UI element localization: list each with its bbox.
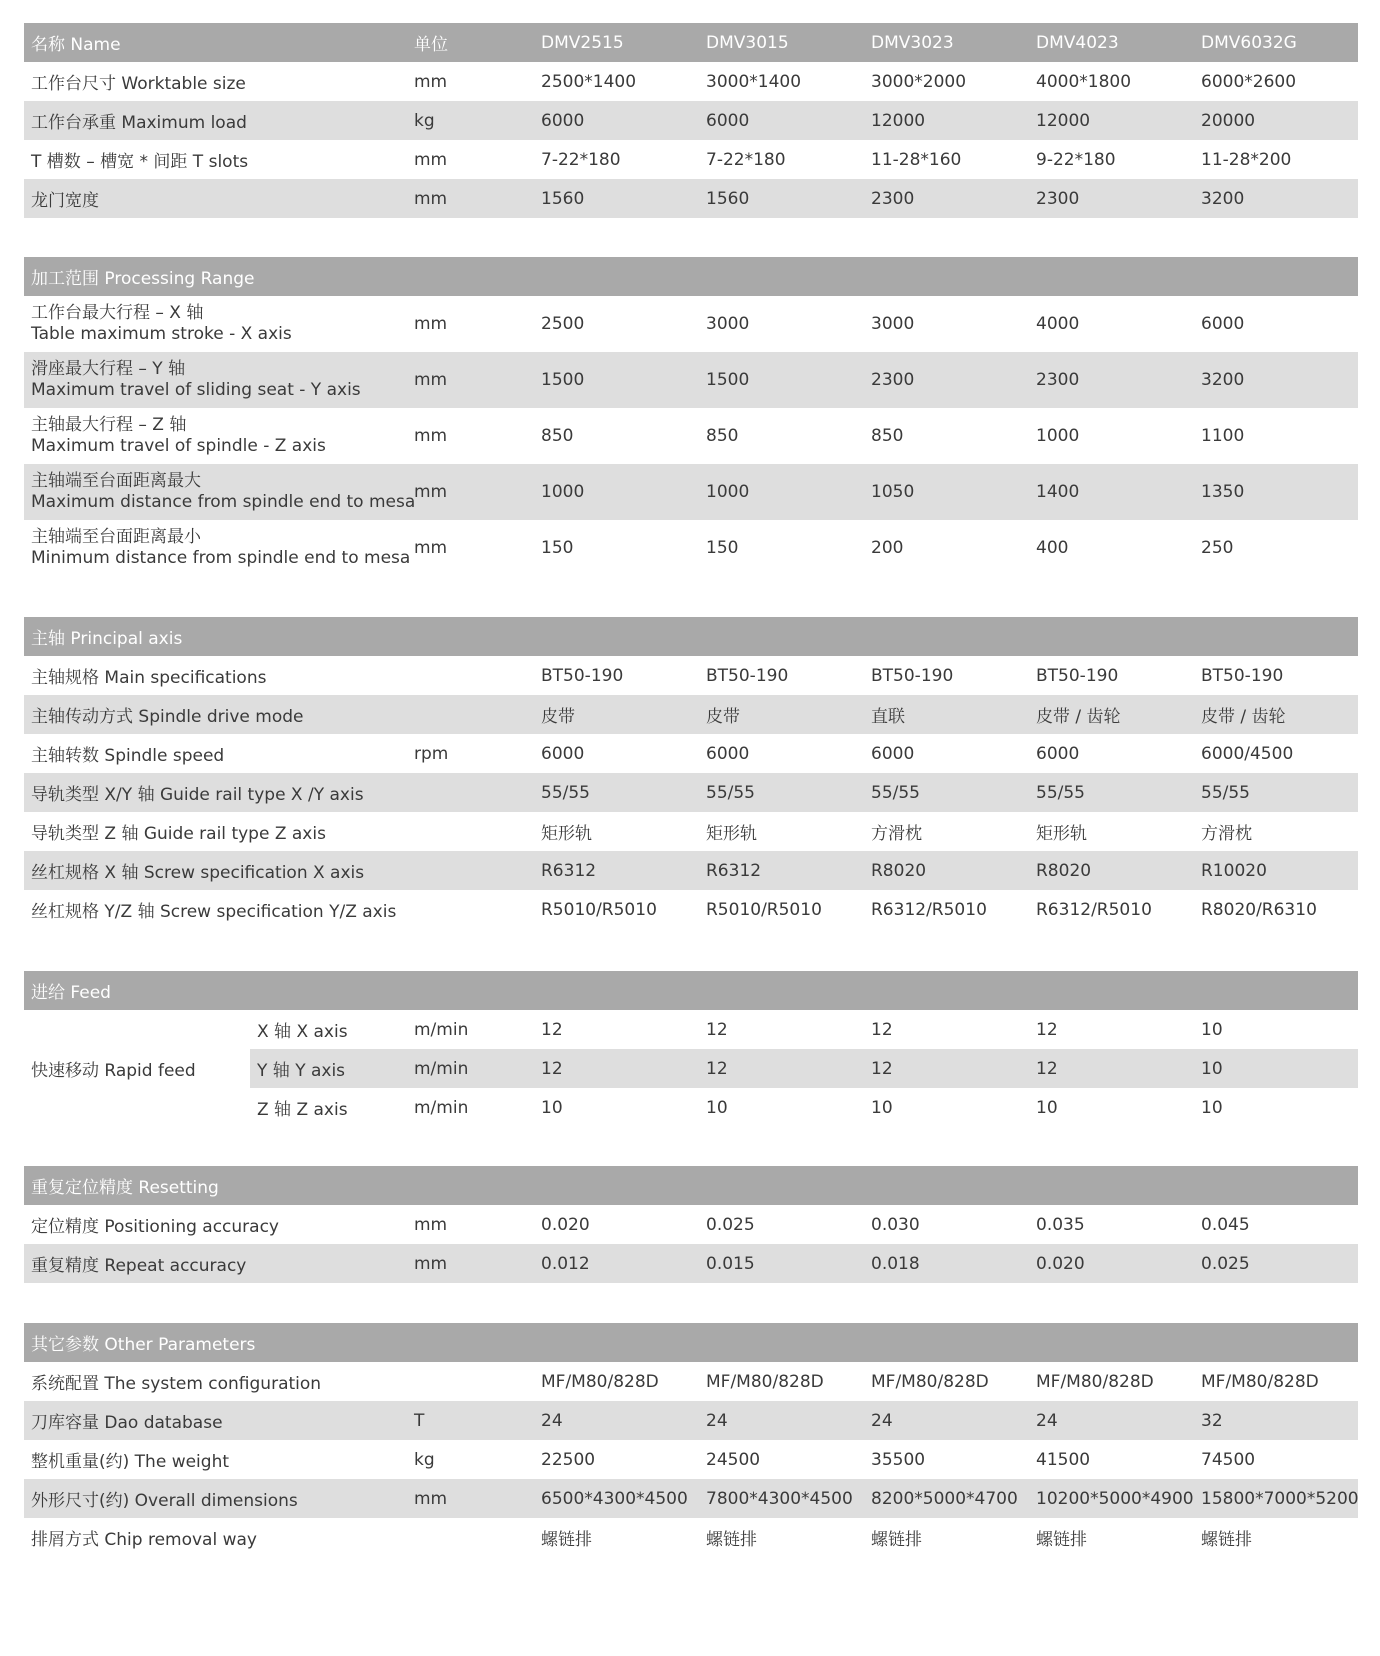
row-label: 工作台承重 Maximum load — [31, 113, 247, 133]
row-unit: mm — [414, 370, 448, 390]
row-label-en: Minimum distance from spindle end to mesa — [31, 548, 411, 568]
row-value: 矩形轨 — [706, 824, 757, 844]
row-value: 螺链排 — [1201, 1530, 1252, 1550]
table-row — [24, 695, 1358, 734]
row-value: 12 — [871, 1019, 893, 1040]
row-value: 4000*1800 — [1036, 71, 1132, 92]
row-value: 1000 — [706, 482, 750, 502]
row-value: 2300 — [1036, 188, 1080, 209]
row-unit: kg — [414, 1449, 435, 1470]
row-value: 150 — [706, 538, 739, 558]
row-label: 定位精度 Positioning accuracy — [31, 1217, 279, 1237]
table-row — [24, 851, 1358, 890]
row-value: 6000 — [706, 743, 750, 764]
row-value: 7-22*180 — [541, 149, 621, 170]
row-value: 皮带 / 齿轮 — [1036, 707, 1121, 727]
row-value: 0.045 — [1201, 1214, 1250, 1235]
row-value: 24 — [706, 1410, 728, 1431]
row-value: 24 — [541, 1410, 563, 1431]
row-label — [31, 352, 361, 408]
row-unit: mm — [414, 1214, 448, 1235]
row-value: MF/M80/828D — [871, 1371, 989, 1392]
header-name: 名称 Name — [31, 35, 121, 55]
row-unit: mm — [414, 188, 448, 209]
section-header-resetting — [24, 1166, 1358, 1205]
row-value: 9-22*180 — [1036, 149, 1116, 170]
row-value: 2500*1400 — [541, 71, 637, 92]
row-value: 12000 — [1036, 110, 1091, 131]
row-value: 6000 — [541, 110, 585, 131]
row-value: MF/M80/828D — [1201, 1371, 1319, 1392]
row-value: 150 — [541, 538, 574, 558]
row-value: 0.012 — [541, 1253, 590, 1274]
row-value: 32 — [1201, 1410, 1223, 1431]
header-model: DMV4023 — [1036, 32, 1119, 53]
row-label — [31, 520, 410, 576]
row-unit: T — [414, 1410, 425, 1431]
row-value: 1400 — [1036, 482, 1080, 502]
row-value: BT50-190 — [1201, 665, 1284, 686]
section-header-processing — [24, 257, 1358, 296]
table-row — [24, 1440, 1358, 1479]
row-label: 重复精度 Repeat accuracy — [31, 1256, 247, 1276]
row-value: R8020 — [1036, 860, 1092, 881]
row-value: 方滑枕 — [1201, 824, 1252, 844]
row-value: 12 — [871, 1058, 893, 1079]
header-model: DMV3023 — [871, 32, 954, 53]
row-value: BT50-190 — [871, 665, 954, 686]
row-label-cn: 主轴最大行程 – Z 轴 — [31, 415, 187, 435]
table-row — [24, 296, 1358, 352]
row-label-en: Maximum distance from spindle end to mesa — [31, 492, 416, 512]
row-value: 6000*2600 — [1201, 71, 1297, 92]
table-row — [24, 101, 1358, 140]
section-title: 其它参数 Other Parameters — [31, 1335, 256, 1355]
section-header-spindle — [24, 617, 1358, 656]
row-value: 1050 — [871, 482, 915, 502]
section-title: 进给 Feed — [31, 983, 111, 1003]
section-header-feed — [24, 971, 1358, 1010]
table-row — [24, 62, 1358, 101]
row-value: 0.025 — [1201, 1253, 1250, 1274]
row-value: 0.025 — [706, 1214, 755, 1235]
row-value: 2300 — [1036, 370, 1080, 390]
row-value: BT50-190 — [1036, 665, 1119, 686]
row-value: 7800*4300*4500 — [706, 1488, 853, 1509]
row-unit: mm — [414, 149, 448, 170]
row-value: 0.035 — [1036, 1214, 1085, 1235]
row-value: BT50-190 — [541, 665, 624, 686]
row-value: R6312 — [541, 860, 597, 881]
row-value: 皮带 — [541, 707, 575, 727]
row-value: 11-28*200 — [1201, 149, 1292, 170]
row-value: 850 — [871, 426, 904, 446]
row-value: 10 — [1201, 1097, 1223, 1118]
row-value: 15800*7000*5200 — [1201, 1488, 1359, 1509]
row-unit: m/min — [414, 1097, 469, 1118]
row-axis: X 轴 X axis — [257, 1022, 348, 1042]
table-row — [24, 656, 1358, 695]
table-row — [24, 1362, 1358, 1401]
row-label: 丝杠规格 X 轴 Screw specification X axis — [31, 863, 365, 883]
row-label: 主轴转数 Spindle speed — [31, 746, 225, 766]
row-unit: m/min — [414, 1019, 469, 1040]
row-value: 2300 — [871, 370, 915, 390]
row-value: 1500 — [541, 370, 585, 390]
row-label: T 槽数 – 槽宽 * 间距 T slots — [31, 152, 249, 172]
row-value: R6312/R5010 — [1036, 899, 1152, 920]
table-row — [24, 1244, 1358, 1283]
row-value: R5010/R5010 — [706, 899, 822, 920]
row-value: MF/M80/828D — [706, 1371, 824, 1392]
row-value: 850 — [706, 426, 739, 446]
row-value: 22500 — [541, 1449, 596, 1470]
row-value: R6312/R5010 — [871, 899, 987, 920]
row-unit: kg — [414, 110, 435, 131]
row-value: 1000 — [541, 482, 585, 502]
row-value: 3000*1400 — [706, 71, 802, 92]
row-value: 8200*5000*4700 — [871, 1488, 1018, 1509]
row-label: 龙门宽度 — [31, 191, 99, 211]
table-row — [24, 352, 1358, 408]
table-row — [24, 1205, 1358, 1244]
row-label — [31, 296, 292, 352]
row-value: 11-28*160 — [871, 149, 962, 170]
row-value: 6000/4500 — [1201, 743, 1294, 764]
row-value: 12 — [1036, 1019, 1058, 1040]
row-axis: Z 轴 Z axis — [257, 1100, 348, 1120]
row-value: 6000 — [706, 110, 750, 131]
row-value: 10 — [871, 1097, 893, 1118]
row-value: 2500 — [541, 314, 585, 334]
rapid-feed-label: 快速移动 Rapid feed — [31, 1061, 196, 1081]
row-unit: mm — [414, 1488, 448, 1509]
row-value: 6000 — [541, 743, 585, 764]
row-value: 3200 — [1201, 370, 1245, 390]
row-value: 7-22*180 — [706, 149, 786, 170]
row-label: 刀库容量 Dao database — [31, 1413, 223, 1433]
row-value: 250 — [1201, 538, 1234, 558]
row-value: 0.020 — [541, 1214, 590, 1235]
row-label: 导轨类型 Z 轴 Guide rail type Z axis — [31, 824, 326, 844]
row-label-cn: 主轴端至台面距离最小 — [31, 527, 201, 547]
row-label-en: Table maximum stroke - X axis — [31, 324, 292, 344]
row-value: 10 — [541, 1097, 563, 1118]
table-row — [24, 812, 1358, 851]
row-label-en: Maximum travel of spindle - Z axis — [31, 436, 326, 456]
row-value: 55/55 — [871, 782, 920, 803]
row-value: 0.030 — [871, 1214, 920, 1235]
row-value: 螺链排 — [1036, 1530, 1087, 1550]
row-value: 24 — [1036, 1410, 1058, 1431]
row-unit: mm — [414, 426, 448, 446]
row-value: 55/55 — [541, 782, 590, 803]
row-value: BT50-190 — [706, 665, 789, 686]
table-row — [24, 1479, 1358, 1518]
table-row — [24, 773, 1358, 812]
row-value: 3000 — [871, 314, 915, 334]
row-value: 6000 — [1201, 314, 1245, 334]
row-value: 螺链排 — [871, 1530, 922, 1550]
table-row — [24, 890, 1358, 929]
row-label: 导轨类型 X/Y 轴 Guide rail type X /Y axis — [31, 785, 364, 805]
row-value: 20000 — [1201, 110, 1256, 131]
row-label — [31, 464, 415, 520]
row-unit: m/min — [414, 1058, 469, 1079]
row-value: 皮带 — [706, 707, 740, 727]
row-label-cn: 主轴端至台面距离最大 — [31, 471, 201, 491]
row-value: R10020 — [1201, 860, 1267, 881]
row-value: 400 — [1036, 538, 1069, 558]
row-value: 10 — [1201, 1019, 1223, 1040]
row-axis: Y 轴 Y axis — [257, 1061, 346, 1081]
row-value: 矩形轨 — [541, 824, 592, 844]
row-value: 1560 — [706, 188, 750, 209]
row-label: 系统配置 The system configuration — [31, 1374, 322, 1394]
row-value: 850 — [541, 426, 574, 446]
row-value: 55/55 — [1036, 782, 1085, 803]
row-value: R6312 — [706, 860, 762, 881]
row-label: 外形尺寸(约) Overall dimensions — [31, 1491, 298, 1511]
row-unit: mm — [414, 1253, 448, 1274]
row-value: R5010/R5010 — [541, 899, 657, 920]
row-label: 整机重量(约) The weight — [31, 1452, 230, 1472]
section-title: 重复定位精度 Resetting — [31, 1178, 219, 1198]
rapid-feed-group-label — [24, 1010, 250, 1127]
row-value: 200 — [871, 538, 904, 558]
table-row — [24, 520, 1358, 576]
table-row — [24, 464, 1358, 520]
row-value: 12000 — [871, 110, 926, 131]
row-value: 12 — [706, 1058, 728, 1079]
row-unit: mm — [414, 71, 448, 92]
table-row — [24, 179, 1358, 218]
row-value: 55/55 — [1201, 782, 1250, 803]
row-value: 3000 — [706, 314, 750, 334]
row-value: 2300 — [871, 188, 915, 209]
row-unit: rpm — [414, 743, 449, 764]
table-header — [24, 23, 1358, 62]
row-value: 6000 — [1036, 743, 1080, 764]
row-label-cn: 工作台最大行程 – X 轴 — [31, 303, 204, 323]
row-unit: mm — [414, 538, 448, 558]
row-value: 12 — [541, 1019, 563, 1040]
section-header-other — [24, 1323, 1358, 1362]
header-model: DMV6032G — [1201, 32, 1297, 53]
row-value: R8020 — [871, 860, 927, 881]
row-value: 24500 — [706, 1449, 761, 1470]
row-value: 74500 — [1201, 1449, 1256, 1470]
section-title: 主轴 Principal axis — [31, 629, 183, 649]
row-value: 0.015 — [706, 1253, 755, 1274]
row-value: MF/M80/828D — [541, 1371, 659, 1392]
row-value: 24 — [871, 1410, 893, 1431]
row-value: 1500 — [706, 370, 750, 390]
row-label: 主轴传动方式 Spindle drive mode — [31, 707, 304, 727]
row-value: 螺链排 — [541, 1530, 592, 1550]
row-value: 0.020 — [1036, 1253, 1085, 1274]
row-label-en: Maximum travel of sliding seat - Y axis — [31, 380, 361, 400]
row-value: 方滑枕 — [871, 824, 922, 844]
row-value: 6500*4300*4500 — [541, 1488, 688, 1509]
table-row — [24, 1401, 1358, 1440]
row-value: MF/M80/828D — [1036, 1371, 1154, 1392]
row-value: 41500 — [1036, 1449, 1091, 1470]
row-value: 35500 — [871, 1449, 926, 1470]
header-model: DMV2515 — [541, 32, 624, 53]
table-row — [24, 408, 1358, 464]
row-value: 10 — [1036, 1097, 1058, 1118]
row-value: 3000*2000 — [871, 71, 967, 92]
row-value: 1100 — [1201, 426, 1245, 446]
row-value: 12 — [706, 1019, 728, 1040]
table-row — [24, 1518, 1358, 1557]
row-value: 矩形轨 — [1036, 824, 1087, 844]
row-label: 主轴规格 Main specifications — [31, 668, 267, 688]
row-value: 4000 — [1036, 314, 1080, 334]
row-value: 10200*5000*4900 — [1036, 1488, 1194, 1509]
row-value: 直联 — [871, 707, 905, 727]
header-model: DMV3015 — [706, 32, 789, 53]
row-value: 螺链排 — [706, 1530, 757, 1550]
row-label: 工作台尺寸 Worktable size — [31, 74, 246, 94]
row-value: 3200 — [1201, 188, 1245, 209]
section-title: 加工范围 Processing Range — [31, 269, 255, 289]
row-value: 12 — [541, 1058, 563, 1079]
row-value: 55/55 — [706, 782, 755, 803]
row-label-cn: 滑座最大行程 – Y 轴 — [31, 359, 186, 379]
row-value: 6000 — [871, 743, 915, 764]
row-label — [31, 408, 326, 464]
row-value: 皮带 / 齿轮 — [1201, 707, 1286, 727]
row-value: 1350 — [1201, 482, 1245, 502]
row-value: 1560 — [541, 188, 585, 209]
table-row — [24, 734, 1358, 773]
row-label: 丝杠规格 Y/Z 轴 Screw specification Y/Z axis — [31, 902, 397, 922]
header-unit: 单位 — [414, 35, 448, 55]
table-row — [24, 140, 1358, 179]
row-value: 12 — [1036, 1058, 1058, 1079]
row-label: 排屑方式 Chip removal way — [31, 1530, 257, 1550]
row-value: 0.018 — [871, 1253, 920, 1274]
row-unit: mm — [414, 314, 448, 334]
row-value: 10 — [706, 1097, 728, 1118]
row-value: 10 — [1201, 1058, 1223, 1079]
row-value: R8020/R6310 — [1201, 899, 1317, 920]
row-value: 1000 — [1036, 426, 1080, 446]
row-unit: mm — [414, 482, 448, 502]
